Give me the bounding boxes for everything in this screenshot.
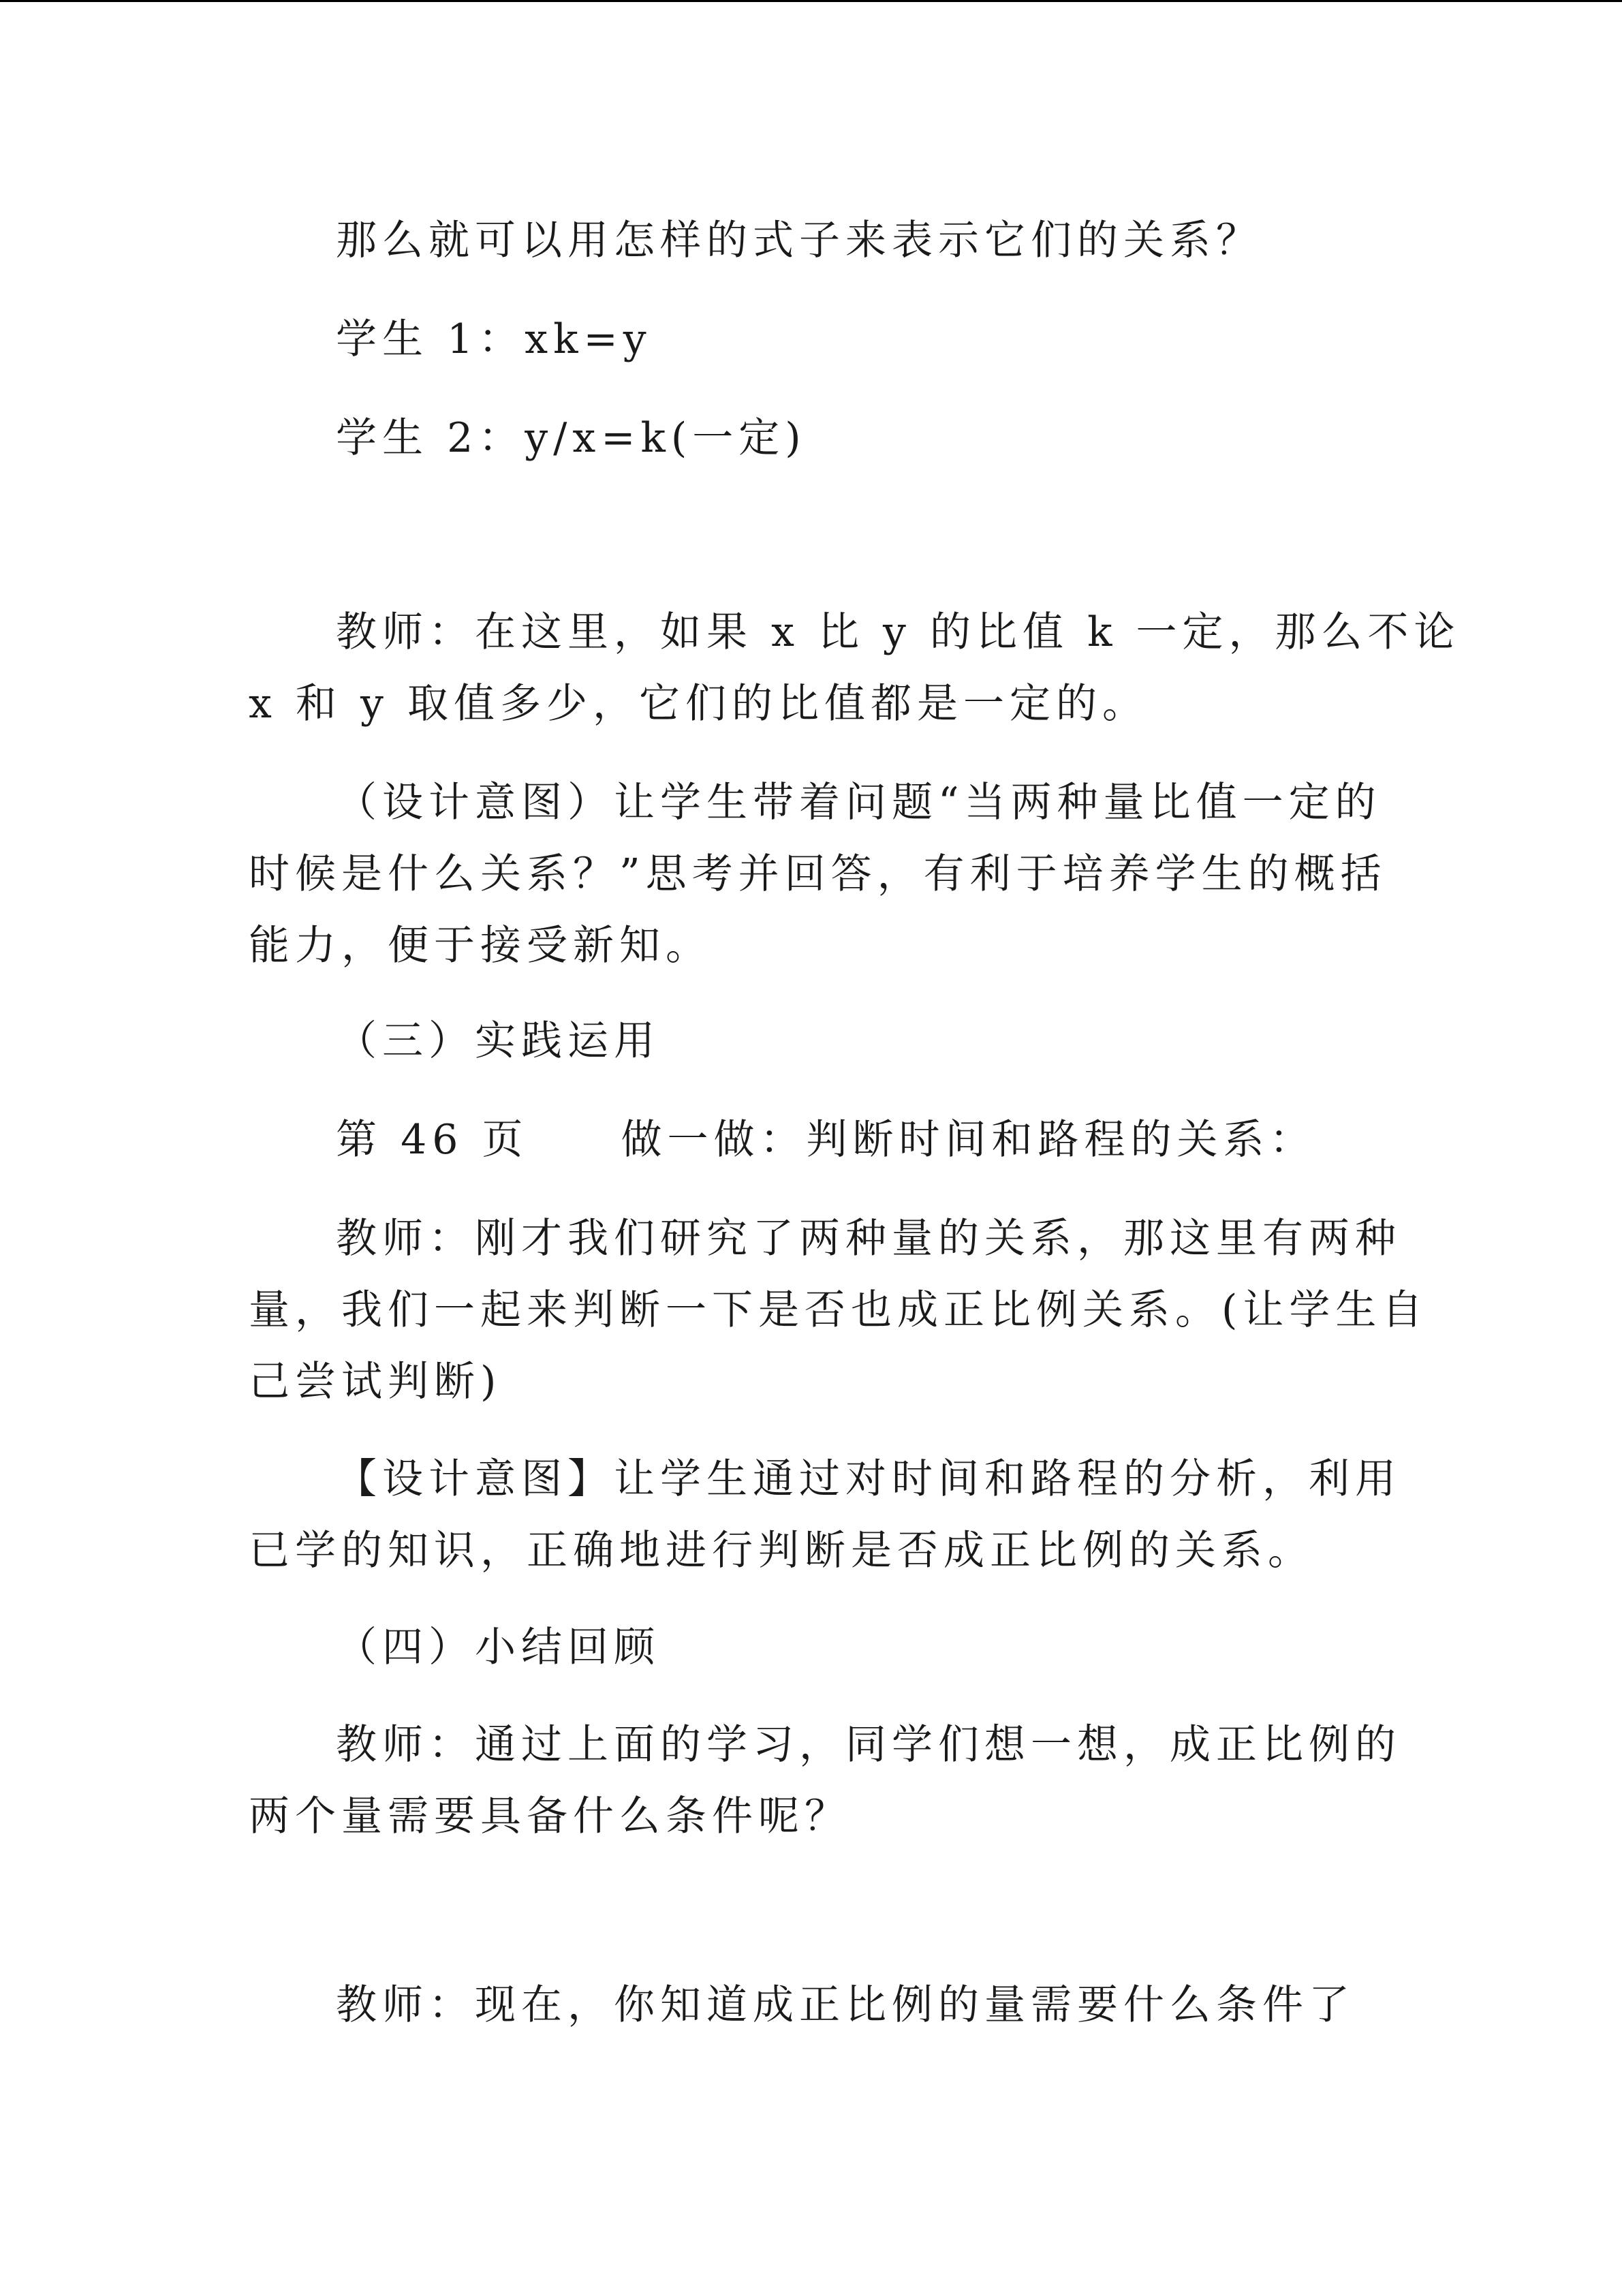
text-line-teacher-1b: x 和 y 取值多少，它们的比值都是一定的。 — [249, 680, 1149, 728]
text-line-teacher-4: 教师：现在，你知道成正比例的量需要什么条件了 — [336, 1981, 1355, 2029]
text-line-teacher-2a: 教师：刚才我们研究了两种量的关系，那这里有两种 — [336, 1215, 1401, 1262]
document-page — [0, 2, 1622, 2296]
text-line-student-1: 学生 1：xk=y — [336, 315, 652, 363]
section-heading-summary: （四）小结回顾 — [336, 1624, 660, 1671]
text-line-page-46: 第 46 页 做一做：判断时间和路程的关系： — [336, 1116, 1316, 1164]
text-line-teacher-1a: 教师：在这里，如果 x 比 y 的比值 k 一定，那么不论 — [336, 608, 1461, 656]
text-line-student-2: 学生 2：y/x=k(一定) — [336, 414, 807, 462]
text-line-question: 那么就可以用怎样的式子来表示它们的关系？ — [336, 217, 1262, 264]
text-line-teacher-2b: 量，我们一起来判断一下是否也成正比例关系。(让学生自 — [249, 1286, 1429, 1334]
text-line-design-intent-1b: 时候是什么关系？”思考并回答，有利于培养学生的概括 — [249, 850, 1387, 898]
text-line-teacher-3b: 两个量需要具备什么条件呢？ — [249, 1793, 851, 1840]
section-heading-practice: （三）实践运用 — [336, 1017, 660, 1065]
text-line-teacher-2c: 己尝试判断) — [249, 1358, 502, 1406]
text-line-design-intent-1a: （设计意图）让学生带着问题“当两种量比值一定的 — [336, 779, 1382, 826]
text-line-teacher-3a: 教师：通过上面的学习，同学们想一想，成正比例的 — [336, 1721, 1401, 1769]
text-line-design-intent-2a: 【设计意图】让学生通过对时间和路程的分析，利用 — [336, 1455, 1401, 1503]
text-line-design-intent-2b: 已学的知识，正确地进行判断是否成正比例的关系。 — [249, 1527, 1314, 1574]
text-line-design-intent-1c: 能力，便于接受新知。 — [249, 922, 712, 969]
